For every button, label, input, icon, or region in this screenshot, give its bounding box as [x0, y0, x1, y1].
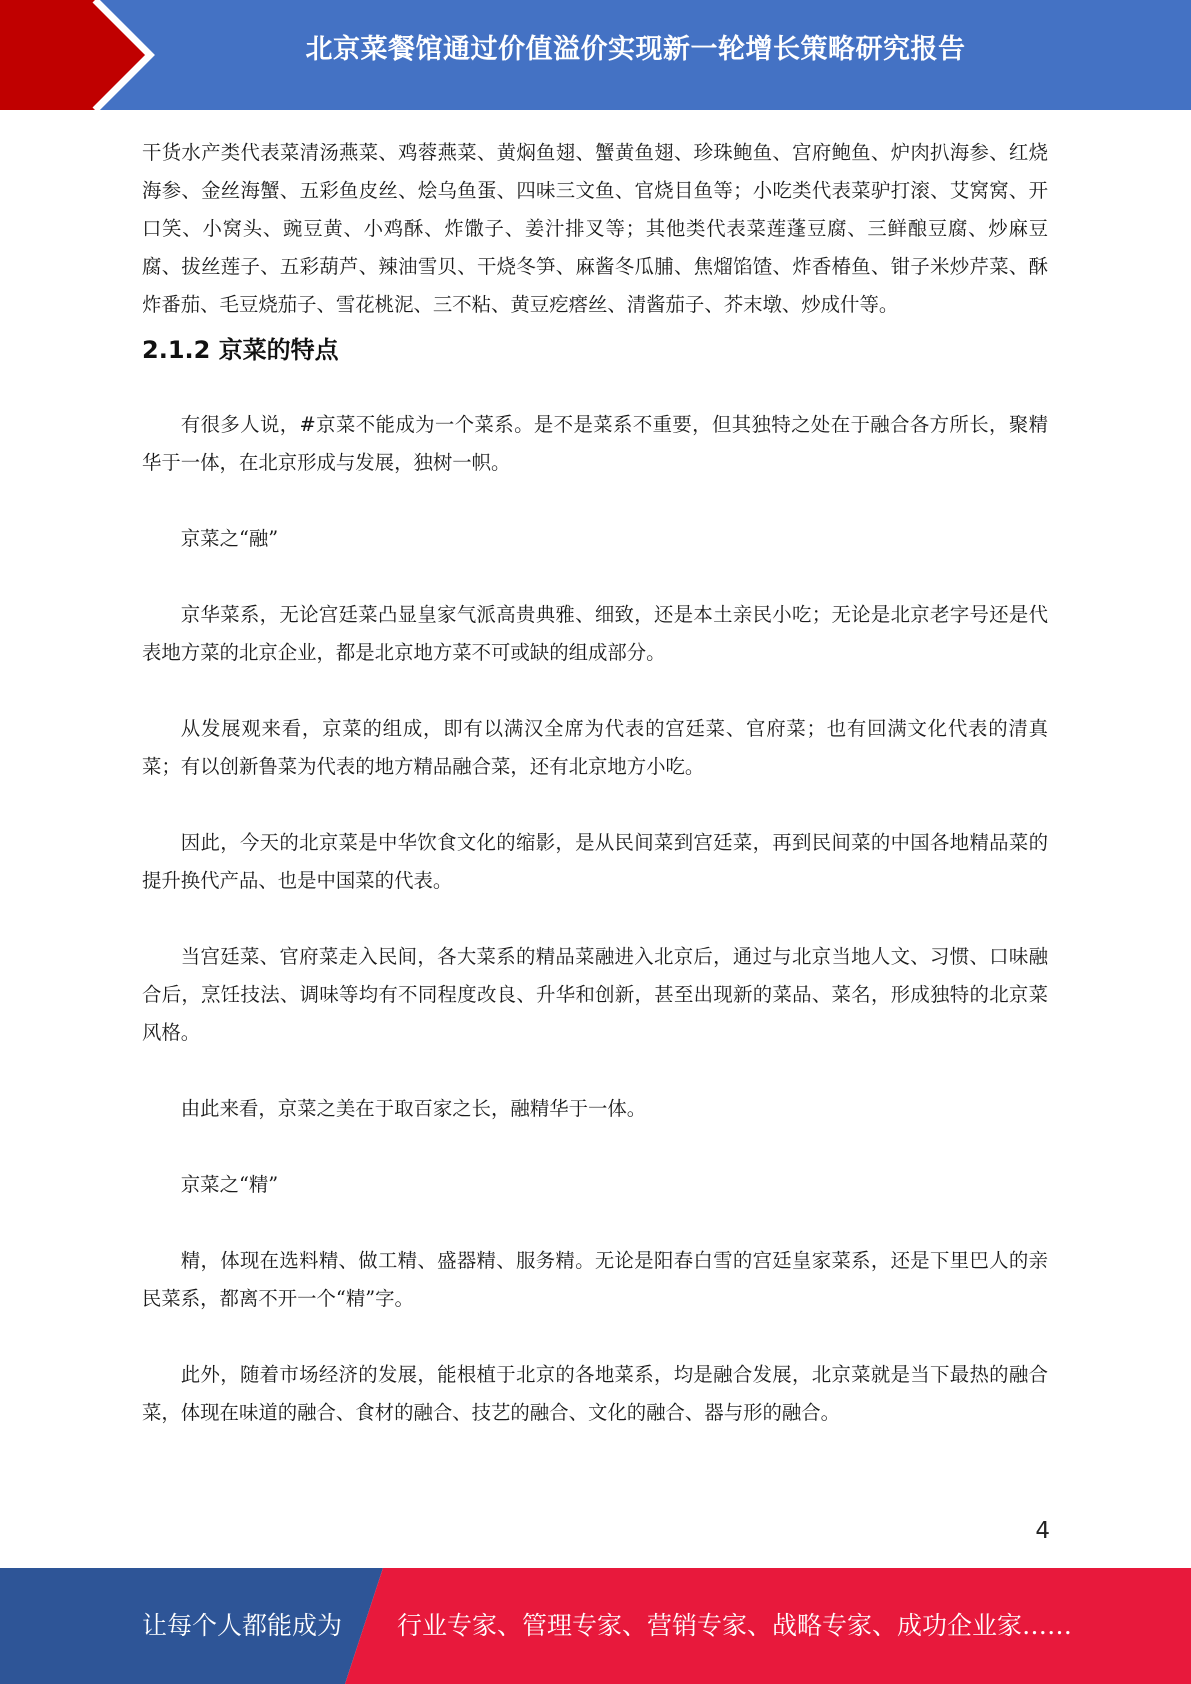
- report-title: 北京菜餐馆通过价值溢价实现新一轮增长策略研究报告: [305, 34, 966, 65]
- body-paragraph: 此外，随着市场经济的发展，能根植于北京的各地菜系，均是融合发展，北京菜就是当下最热的融合菜，体现在味道的融合、食材的融合、技艺的融合、文化的融合、器与形的融合。: [142, 1363, 1048, 1424]
- page-header: [0, 0, 1191, 110]
- subheading-rong: 京菜之“融”: [180, 527, 279, 550]
- header-red-chevron: [0, 0, 150, 110]
- body-paragraph: 精，体现在选料精、做工精、盛器精、服务精。无论是阳春白雪的宫廷皇家菜系，还是下里巴人的亲民菜系，都离不开一个“精”字。: [142, 1249, 1048, 1310]
- body-paragraph: 有很多人说，#京菜不能成为一个菜系。是不是菜系不重要，但其独特之处在于融合各方所长，聚精华于一体，在北京形成与发展，独树一帜。: [142, 413, 1048, 474]
- lead-paragraph: 干货水产类代表菜清汤燕菜、鸡蓉燕菜、黄焖鱼翅、蟹黄鱼翅、珍珠鲍鱼、宫府鲍鱼、炉肉扒海参、红烧海参、金丝海蟹、五彩鱼皮丝、烩乌鱼蛋、四味三文鱼、官烧目鱼等；小吃类代表菜驴打滚、艾窝窝、开口笑、小窝头、豌豆黄、小鸡酥、炸馓子、姜汁排叉等；其他类代表菜莲蓬豆腐、三鲜酿豆腐、炒麻豆腐、拔丝莲子、五彩葫芦、辣油雪贝、干烧冬笋、麻酱冬瓜脯、焦熘馅馇、炸香椿鱼、钳子米炒芹菜、酥炸番茄、毛豆烧茄子、雪花桃泥、三不粘、黄豆疙瘩丝、清酱茄子、芥末墩、炒成什等。: [142, 141, 1048, 316]
- body-paragraph: 京华菜系，无论宫廷菜凸显皇家气派高贵典雅、细致，还是本土亲民小吃；无论是北京老字号还是代表地方菜的北京企业，都是北京地方菜不可或缺的组成部分。: [142, 603, 1048, 664]
- footer-slogan-left: 让每个人都能成为: [142, 1611, 343, 1640]
- body-paragraph: 因此，今天的北京菜是中华饮食文化的缩影，是从民间菜到宫廷菜，再到民间菜的中国各地精品菜的提升换代产品、也是中国菜的代表。: [142, 831, 1048, 892]
- subheading-jing: 京菜之“精”: [180, 1173, 279, 1196]
- page-number: 4: [1035, 1518, 1050, 1544]
- footer-slogan-right: 行业专家、管理专家、营销专家、战略专家、成功企业家……: [397, 1611, 1073, 1640]
- body-paragraph: 由此来看，京菜之美在于取百家之长，融精华于一体。: [180, 1097, 647, 1120]
- document-body: [142, 134, 1048, 1432]
- page-footer: [0, 1568, 1191, 1684]
- section-heading: 2.1.2 京菜的特点: [142, 336, 339, 364]
- body-paragraph: 从发展观来看，京菜的组成，即有以满汉全席为代表的宫廷菜、官府菜；也有回满文化代表的清真菜；有以创新鲁菜为代表的地方精品融合菜，还有北京地方小吃。: [142, 717, 1048, 778]
- body-paragraph: 当宫廷菜、官府菜走入民间，各大菜系的精品菜融进入北京后，通过与北京当地人文、习惯、口味融合后，烹饪技法、调味等均有不同程度改良、升华和创新，甚至出现新的菜品、菜名，形成独特的北京菜风格。: [142, 945, 1048, 1044]
